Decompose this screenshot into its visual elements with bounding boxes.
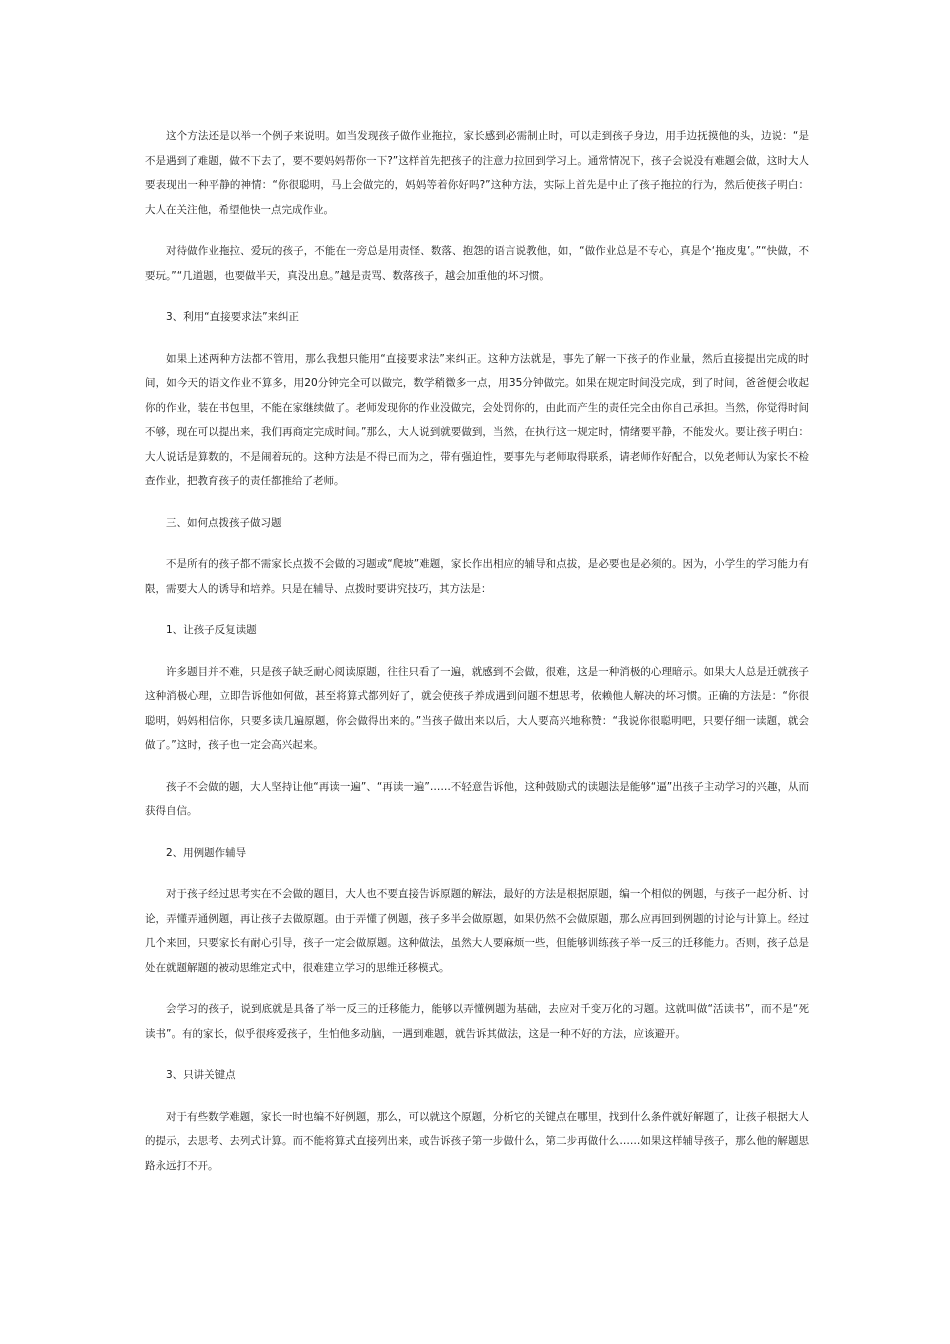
paragraph-read-again: 孩子不会做的题，大人坚持让他“再读一遍”、“再读一遍”……不轻意告诉他，这种鼓励式的读题法是能够“逼”出孩子主动学习的兴趣，从而获得自信。 [145, 780, 809, 817]
paragraph-transfer-ability: 会学习的孩子，说到底就是具备了举一反三的迁移能力，能够以弄懂例题为基础，去应对千变万化的习题。这就叫做“活读书”，而不是“死读书”。有的家长，似乎很疼爱孩子，生怕他多动脑，一遇到难题，就告诉其做法，这是一种不好的方法，应该避开。 [145, 1003, 809, 1040]
paragraph-example-method: 这个方法还是以举一个例子来说明。如当发现孩子做作业拖拉，家长感到必需制止时，可以走到孩子身边，用手边抚摸他的头，边说：“是不是遇到了难题，做不下去了，要不要妈妈帮你一下?”这样首先把孩子的注意力拉回到学习上。通常情况下，孩子会说没有难题会做，这时大人要表现出一种平静的神情：“你很聪明，马上会做完的，妈妈等着你好吗?”这种方法，实际上首先是中止了孩子拖拉的行为，然后使孩子明白：大人在关注他，希望他快一点完成作业。 [145, 130, 809, 216]
paragraph-example-tutoring: 对于孩子经过思考实在不会做的题目，大人也不要直接告诉原题的解法，最好的方法是根据原题，编一个相似的例题，与孩子一起分析、讨论，弄懂弄通例题，再让孩子去做原题。由于弄懂了例题，孩子多半会做原题，如果仍然不会做原题，那么应再回到例题的讨论与计算上。经过几个来回，只要家长有耐心引导，孩子一定会做原题。这种做法，虽然大人要麻烦一些，但能够训练孩子举一反三的迁移能力。否则，孩子总是处在就题解题的被动思维定式中，很难建立学习的思维迁移模式。 [145, 888, 809, 974]
paragraph-reread-problem: 许多题目并不难，只是孩子缺乏耐心阅读原题，往往只看了一遍，就感到不会做，很难，这是一种消极的心理暗示。如果大人总是迁就孩子这种消极心理，立即告诉他如何做，甚至将算式都列好了，就会使孩子养成遇到问题不想思考，依赖他人解决的坏习惯。正确的方法是：“你很聪明，妈妈相信你，只要多读几遍原题，你会做得出来的。”当孩子做出来以后，大人要高兴地称赞：“我说你很聪明吧，只要仔细一读题，就会做了。”这时，孩子也一定会高兴起来。 [145, 665, 809, 751]
heading-reread-problem: 1、让孩子反复读题 [166, 624, 257, 636]
paragraph-section-three-intro: 不是所有的孩子都不需家长点拨不会做的习题或“爬坡”难题，家长作出相应的辅导和点拔，是必要也是必须的。因为，小学生的学习能力有限，需要大人的诱导和培养。只是在辅导、点拨时要讲究技巧，其方法是： [145, 558, 809, 595]
document-body [145, 124, 809, 1195]
heading-section-three: 三、如何点拨孩子做习题 [166, 516, 282, 529]
heading-direct-request: 3、利用“直接要求法”来纠正 [166, 311, 300, 323]
heading-example-tutoring: 2、用例题作辅导 [166, 846, 247, 859]
paragraph-no-scolding: 对待做作业拖拉、爱玩的孩子，不能在一旁总是用责怪、数落、抱怨的语言说教他，如，“做作业总是不专心，真是个‘拖皮鬼’。”“快做，不要玩。”“几道题，也要做半天，真没出息。”越是责骂、数落孩子，越会加重他的坏习惯。 [145, 245, 809, 282]
heading-key-points: 3、只讲关键点 [166, 1069, 236, 1081]
paragraph-direct-request: 如果上述两种方法都不管用，那么我想只能用“直接要求法”来纠正。这种方法就是，事先了解一下孩子的作业量，然后直接提出完成的时间，如今天的语文作业不算多，用20分钟完全可以做完，数学稍微多一点，用35分钟做完。如果在规定时间没完成，到了时间，爸爸便会收起你的作业，装在书包里，不能在家继续做了。老师发现你的作业没做完，会处罚你的，由此而产生的责任完全由你自己承担。当然，你觉得时间不够，现在可以提出来，我们再商定完成时间。”那么，大人说到就要做到，当然，在执行这一规定时，情绪要平静，不能发火。要让孩子明白：大人说话是算数的，不是闹着玩的。这种方法是不得已而为之，带有强迫性，要事先与老师取得联系，请老师作好配合，以免老师认为家长不检查作业，把教育孩子的责任都推给了老师。 [145, 352, 809, 487]
paragraph-key-points: 对于有些数学难题，家长一时也编不好例题，那么，可以就这个原题，分析它的关键点在哪里，找到什么条件就好解题了，让孩子根据大人的提示，去思考、去列式计算。而不能将算式直接列出来，或告诉孩子第一步做什么，第二步再做什么……如果这样辅导孩子，那么他的解题思路永远打不开。 [145, 1110, 809, 1172]
